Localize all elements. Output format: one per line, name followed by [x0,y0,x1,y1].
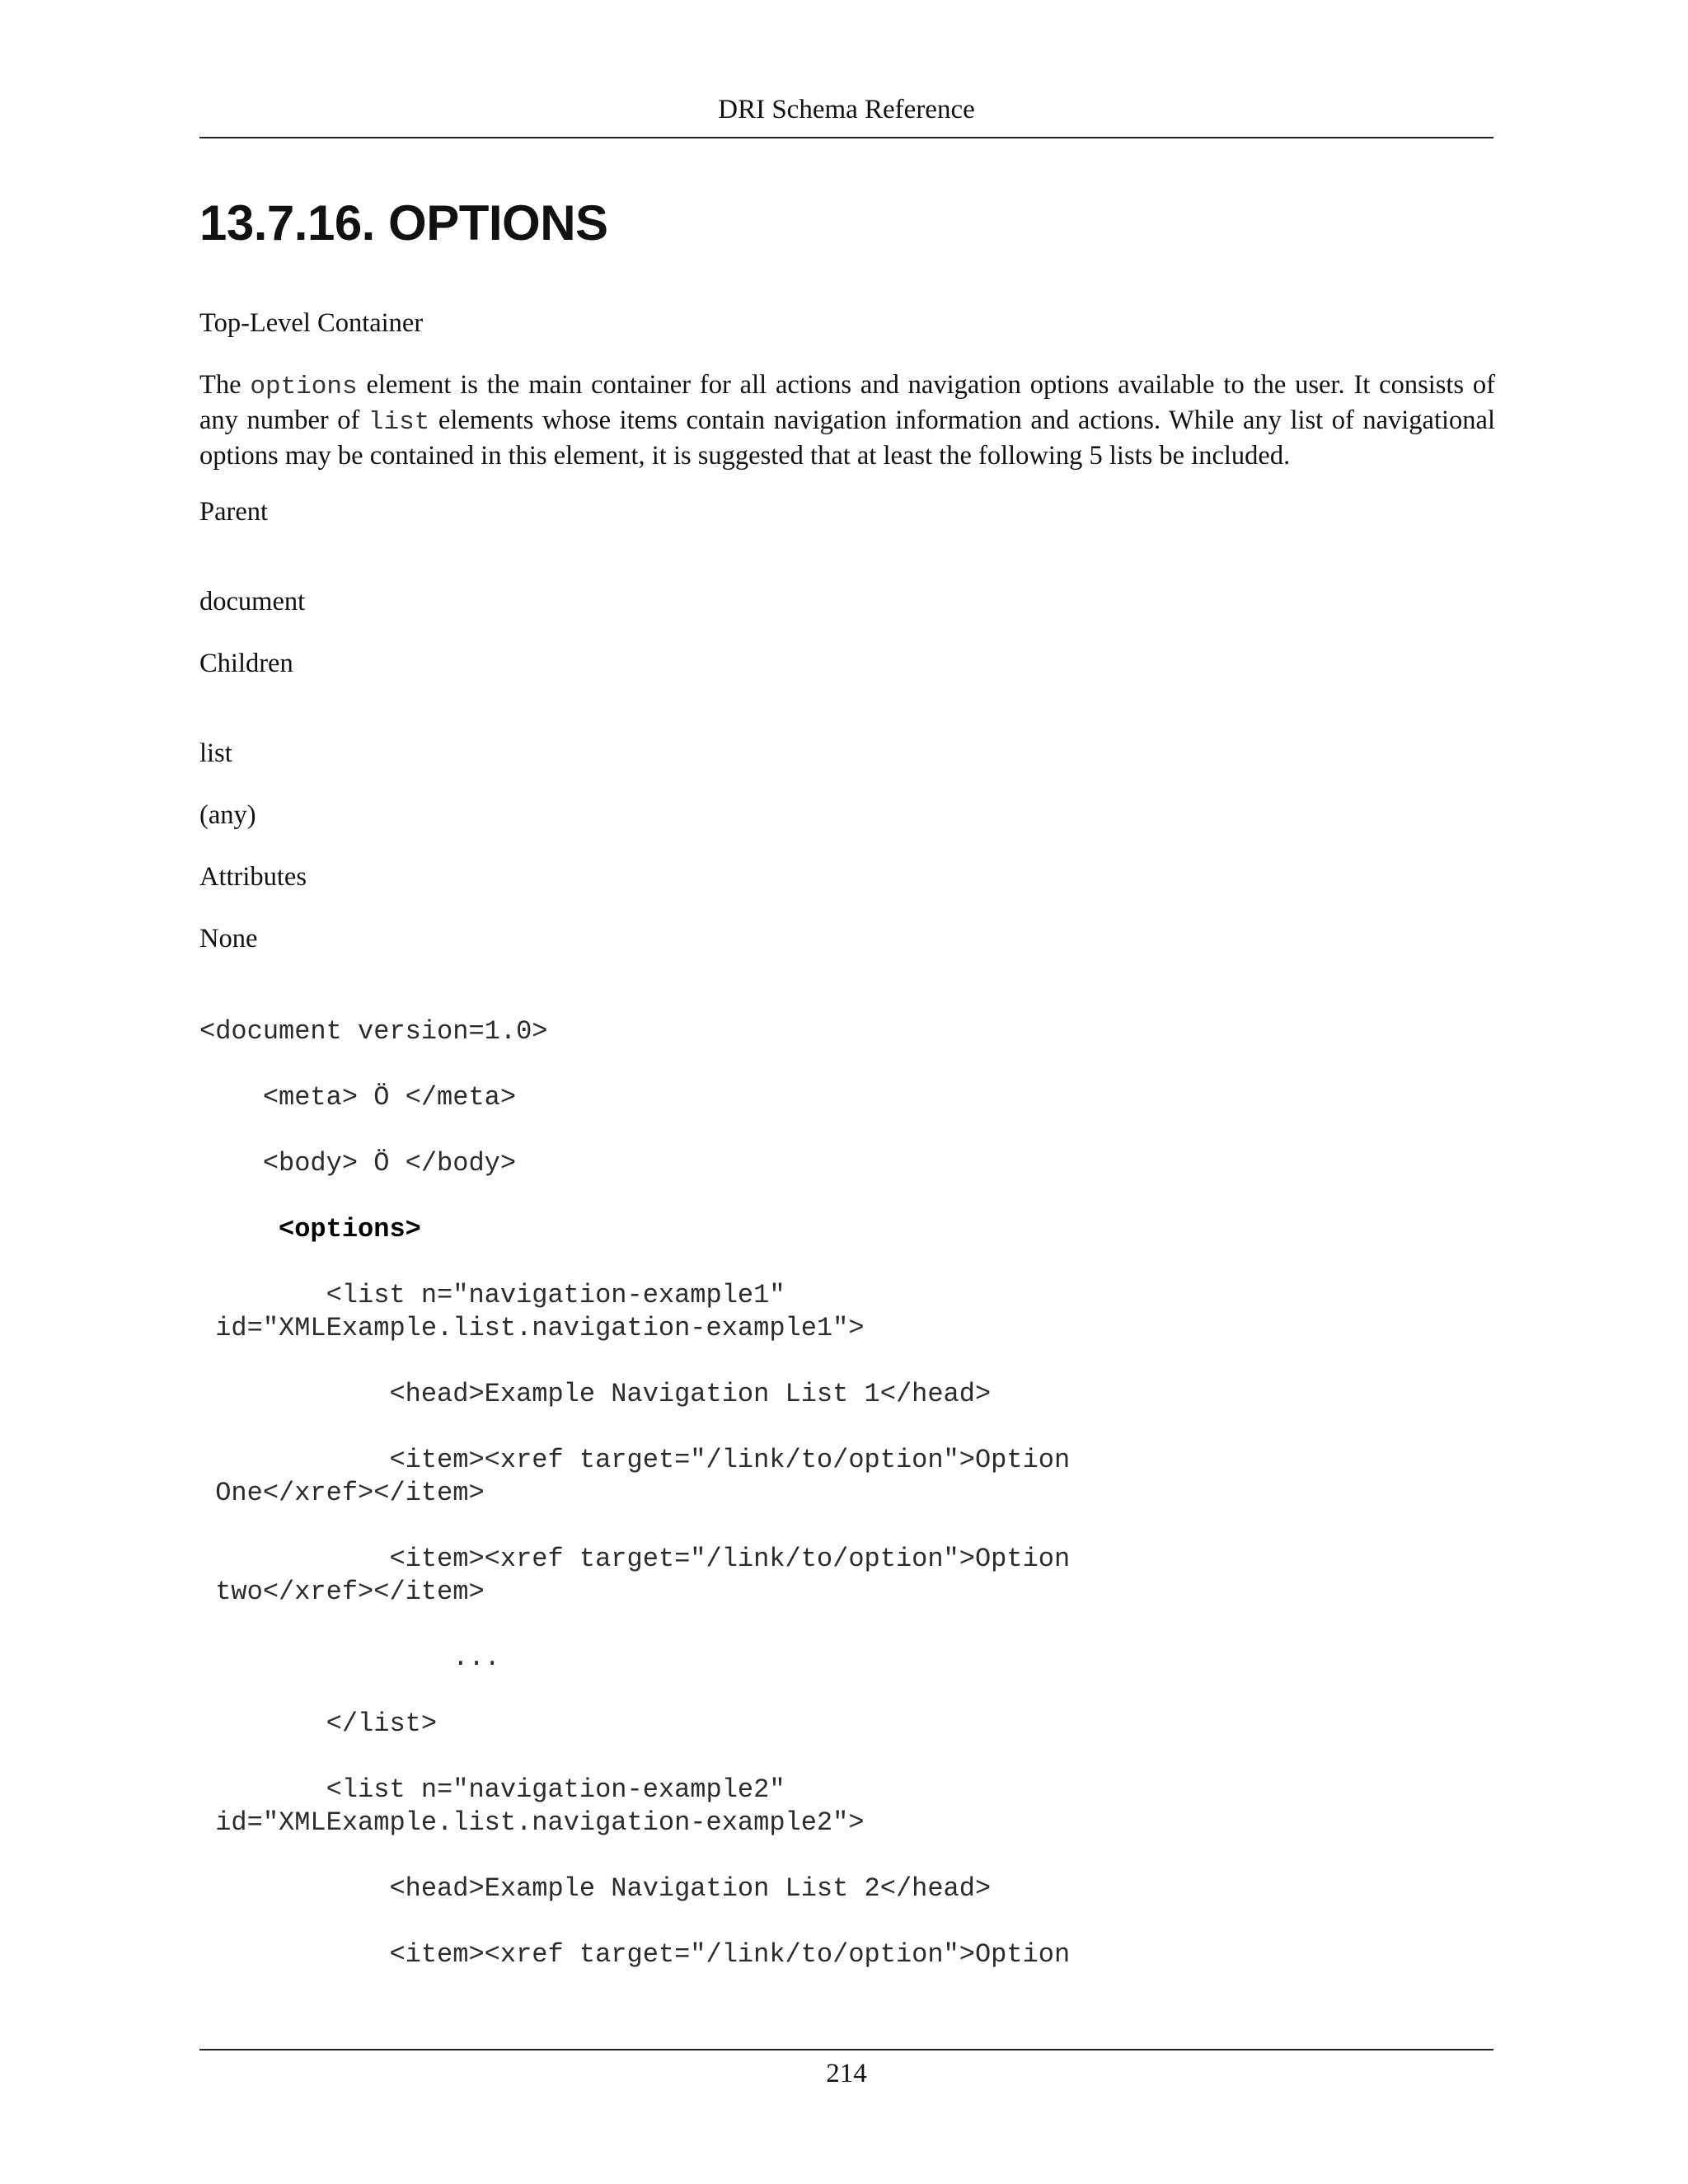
code-example [199,1015,1070,1971]
code-line: <item><xref target="/link/to/option">Option [199,1939,1071,1970]
code-line: <options> [199,1214,421,1244]
intro-paragraph [199,368,1495,472]
section-title: 13.7.16. OPTIONS [199,195,608,251]
code-line: <list n="navigation-example1" [199,1280,785,1310]
children-value: list [199,738,232,768]
code-line: id="XMLExample.list.navigation-example1"> [199,1313,865,1343]
intro-text-1: The [199,370,251,400]
running-header: DRI Schema Reference [718,95,975,124]
parent-label: Parent [199,497,269,527]
code-line: </list> [199,1708,438,1739]
code-line: <head>Example Navigation List 1</head> [199,1379,992,1409]
code-line: <item><xref target="/link/to/option">Option [199,1544,1071,1574]
options-code: options [250,373,358,401]
attributes-label: Attributes [199,862,307,892]
code-line: id="XMLExample.list.navigation-example2"> [199,1807,865,1838]
intro-text-3: elements whose items contain navigation information and actions. While any list of navigational options may be contained in this element, it is suggested that at least the following 5 lists be included. [199,405,1495,471]
code-line: <meta> Ö </meta> [199,1082,517,1113]
attributes-value: None [199,924,258,954]
intro-text-2: element is the main container for all actions and navigation options available to the user. It consists of any number of [199,370,1496,435]
list-code: list [368,408,430,437]
code-line: <item><xref target="/link/to/option">Option [199,1445,1071,1475]
document-page [199,0,1496,2184]
code-line: <list n="navigation-example2" [199,1774,785,1805]
footer-rule [199,2049,1493,2050]
children-label: Children [199,649,293,678]
code-line: One</xref></item> [199,1478,485,1508]
header-rule [199,137,1493,138]
code-line: ... [199,1643,500,1673]
page-number: 214 [826,2059,867,2088]
code-line: two</xref></item> [199,1577,485,1607]
code-line: <body> Ö </body> [199,1148,517,1179]
code-line: <document version=1.0> [199,1016,548,1047]
parent-value: document [199,587,306,616]
children-value: (any) [199,800,256,830]
subtitle: Top-Level Container [199,308,424,338]
code-line: <head>Example Navigation List 2</head> [199,1873,992,1904]
